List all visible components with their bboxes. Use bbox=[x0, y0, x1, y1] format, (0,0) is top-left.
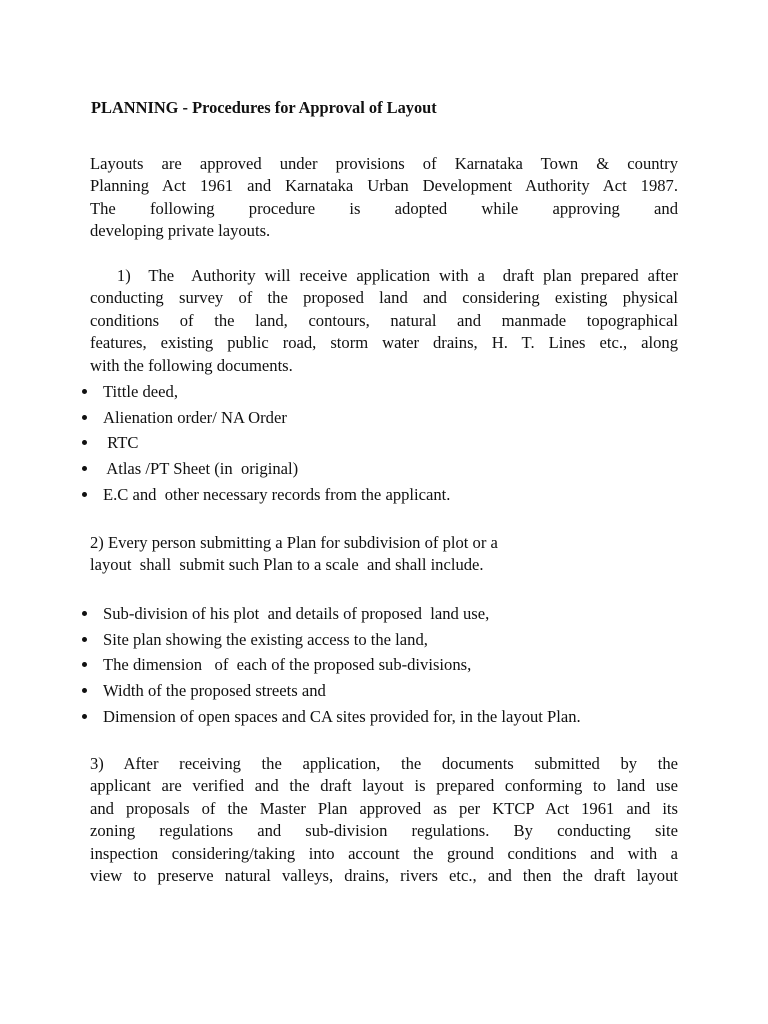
list-item: Width of the proposed streets and bbox=[0, 678, 700, 704]
bullet-icon bbox=[82, 688, 87, 693]
paragraph-2 bbox=[90, 532, 678, 577]
list-item: Atlas /PT Sheet (in original) bbox=[0, 456, 700, 482]
paragraph-line: Planning Act 1961 and Karnataka Urban Development Authority Act 1987. bbox=[90, 176, 678, 196]
intro-paragraph bbox=[90, 153, 678, 243]
bullet-icon bbox=[82, 662, 87, 667]
bullet-icon bbox=[82, 492, 87, 497]
page-title: PLANNING - Procedures for Approval of Layout bbox=[91, 98, 437, 117]
bullet-icon bbox=[82, 637, 87, 642]
paragraph-line: 1) The Authority will receive application with a draft plan prepared after bbox=[90, 266, 678, 285]
paragraph-line: applicant are verified and the draft layout is prepared conforming to land use bbox=[90, 776, 678, 796]
paragraph-line: features, existing public road, storm water drains, H. T. Lines etc., along bbox=[90, 333, 678, 353]
paragraph-line: The following procedure is adopted while approving and bbox=[90, 198, 678, 218]
paragraph-line: Layouts are approved under provisions of Karnataka Town & country bbox=[90, 154, 678, 173]
paragraph-line: developing private layouts. bbox=[90, 221, 271, 241]
list-item: Sub-division of his plot and details of proposed land use, bbox=[0, 601, 700, 627]
paragraph-line: inspection considering/taking into account the ground conditions and with a bbox=[90, 843, 678, 863]
paragraph-line: view to preserve natural valleys, drains, rivers etc., and then the draft layout bbox=[90, 865, 678, 885]
list-item: The dimension of each of the proposed sub-divisions, bbox=[0, 652, 700, 678]
paragraph-line: layout shall submit such Plan to a scale and shall include. bbox=[90, 555, 484, 575]
paragraph-3 bbox=[90, 753, 678, 887]
paragraph-line: conditions of the land, contours, natural and manmade topographical bbox=[90, 310, 678, 330]
bullet-icon bbox=[82, 415, 87, 420]
bullet-icon bbox=[82, 440, 87, 445]
bullet-icon bbox=[82, 466, 87, 471]
paragraph-line: and proposals of the Master Plan approved as per KTCP Act 1961 and its bbox=[90, 798, 678, 818]
paragraph-line: with the following documents. bbox=[90, 355, 293, 375]
list-item: RTC bbox=[0, 430, 700, 456]
paragraph-line: 3) After receiving the application, the documents submitted by the bbox=[90, 754, 678, 773]
paragraph-line: 2) Every person submitting a Plan for subdivision of plot or a bbox=[90, 533, 498, 552]
bullet-icon bbox=[82, 714, 87, 719]
documents-list bbox=[0, 379, 700, 507]
list-item: E.C and other necessary records from the applicant. bbox=[0, 482, 700, 508]
list-item: Alienation order/ NA Order bbox=[0, 405, 700, 431]
bullet-icon bbox=[82, 611, 87, 616]
list-item: Dimension of open spaces and CA sites provided for, in the layout Plan. bbox=[0, 704, 700, 730]
paragraph-line: conducting survey of the proposed land and considering existing physical bbox=[90, 288, 678, 308]
bullet-icon bbox=[82, 389, 87, 394]
list-item: Tittle deed, bbox=[0, 379, 700, 405]
paragraph-line: zoning regulations and sub-division regulations. By conducting site bbox=[90, 821, 678, 841]
list-item: Site plan showing the existing access to the land, bbox=[0, 627, 700, 653]
paragraph-1 bbox=[90, 265, 678, 377]
plan-requirements-list bbox=[0, 601, 700, 729]
